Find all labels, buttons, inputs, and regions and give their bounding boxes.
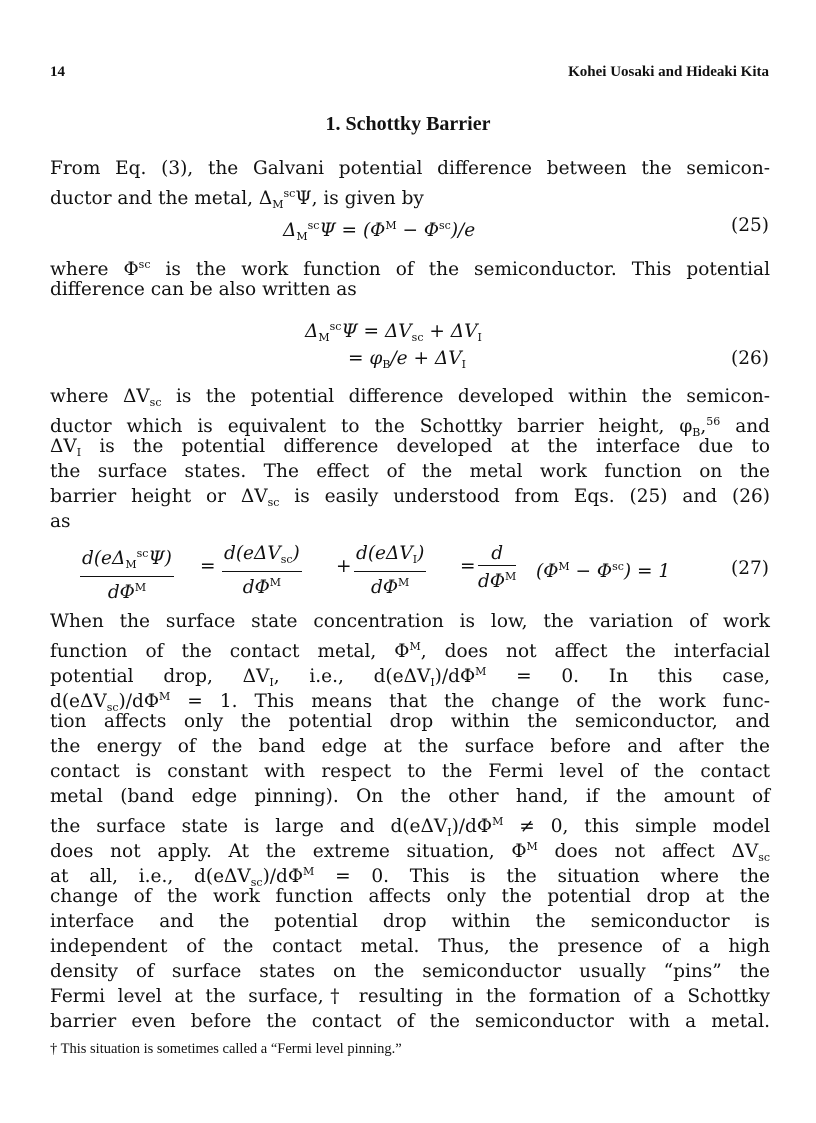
body-line: $d(e\Delta V_{sc})/d\Phi^M = 1$. This means that the change of the work func- — [50, 690, 770, 714]
eq27-operator: = — [460, 556, 476, 577]
body-line: density of surface states on the semiconductor usually “pins” the — [50, 961, 770, 982]
body-line: interface and the potential drop within the semiconductor is — [50, 911, 770, 932]
body-line: independent of the contact metal. Thus, the presence of a high — [50, 936, 770, 957]
body-line: change of the work function affects only the potential drop at the — [50, 886, 770, 907]
fraction-denominator: $d\Phi^M$ — [478, 570, 517, 592]
body-line: as — [50, 511, 71, 532]
body-line: the surface state is large and $d(e\Delta V_I)/d\Phi^M \ne 0$, this simple model — [50, 815, 770, 839]
eq27-fraction — [354, 543, 426, 599]
body-line: function of the contact metal, $\Phi^M$, does not affect the interfacial — [50, 640, 770, 662]
body-line: does not apply. At the extreme situation, $\Phi^M$ does not affect $\Delta V_{sc}$ — [50, 840, 770, 864]
equation-number: (25) — [731, 215, 769, 236]
section-title: 1. Schottky Barrier — [325, 113, 491, 135]
body-line: barrier height or $\Delta V_{sc}$ is easily understood from Eqs. (25) and (26) — [50, 486, 770, 509]
body-line: ductor and the metal, $\Delta_M^{sc}\Psi$, is given by — [50, 187, 424, 211]
body-line: where $\Delta V_{sc}$ is the potential difference developed within the semicon- — [50, 386, 770, 409]
equation-26a: $\Delta_M^{sc}\Psi = \Delta V_{sc} + \Delta V_I$ — [305, 320, 482, 344]
body-line: potential drop, $\Delta V_I$, i.e., $d(e\Delta V_I)/d\Phi^M = 0$. In this case, — [50, 665, 770, 689]
footnote: † This situation is sometimes called a “Fermi level pinning.” — [50, 1041, 402, 1057]
fraction-numerator: $d(e\Delta_M^{sc}\Psi)$ — [82, 547, 172, 571]
body-line: tion affects only the potential drop within the semiconductor, and — [50, 711, 770, 732]
body-line: When the surface state concentration is low, the variation of work — [50, 611, 770, 632]
fraction-numerator: d(eΔV$_{sc}$) — [224, 543, 300, 566]
body-line: the energy of the band edge at the surface before and after the — [50, 736, 770, 757]
equation-26b: = $\varphi_B/e + \Delta V_I$ — [348, 348, 466, 371]
eq27-fraction — [478, 543, 516, 593]
eq27-fraction — [80, 543, 174, 604]
eq27-fraction — [222, 543, 302, 599]
equation-25: $\Delta_M^{sc}\Psi = (\Phi^M - \Phi^{sc})/e$ — [283, 219, 476, 243]
page-number: 14 — [50, 64, 65, 80]
fraction-numerator: d(eΔV$_I$) — [356, 543, 425, 566]
eq27-tail: $(\Phi^M - \Phi^{sc}) = 1$ — [536, 560, 671, 582]
eq27-operator: + — [336, 556, 352, 577]
fraction-numerator: d — [491, 543, 504, 564]
body-line: From Eq. (3), the Galvani potential difference between the semicon- — [50, 158, 770, 179]
eq27-operator: = — [200, 556, 216, 577]
body-line: the surface states. The effect of the metal work function on the — [50, 461, 770, 482]
body-line: ductor which is equivalent to the Schottky barrier height, $\varphi_B,^{56}$ and — [50, 415, 770, 439]
equation-number: (27) — [731, 558, 769, 579]
body-line: $\Delta V_I$ is the potential difference developed at the interface due to — [50, 436, 770, 459]
fraction-denominator: $d\Phi^M$ — [107, 581, 147, 603]
body-line: barrier even before the contact of the semiconductor with a metal. — [50, 1011, 770, 1032]
body-line: metal (band edge pinning). On the other hand, if the amount of — [50, 786, 770, 807]
equation-number: (26) — [731, 348, 769, 369]
body-line: at all, i.e., $d(e\Delta V_{sc})/d\Phi^M = 0$. This is the situation where the — [50, 865, 770, 889]
fraction-denominator: $d\Phi^M$ — [371, 576, 410, 598]
body-line: difference can be also written as — [50, 279, 357, 300]
body-line: contact is constant with respect to the Fermi level of the contact — [50, 761, 770, 782]
running-head-authors: Kohei Uosaki and Hideaki Kita — [568, 64, 769, 80]
fraction-denominator: $d\Phi^M$ — [242, 576, 282, 598]
body-line: Fermi level at the surface,† resulting in the formation of a Schottky — [50, 986, 770, 1007]
body-line: where $\Phi^{sc}$ is the work function of the semiconductor. This potential — [50, 258, 770, 280]
